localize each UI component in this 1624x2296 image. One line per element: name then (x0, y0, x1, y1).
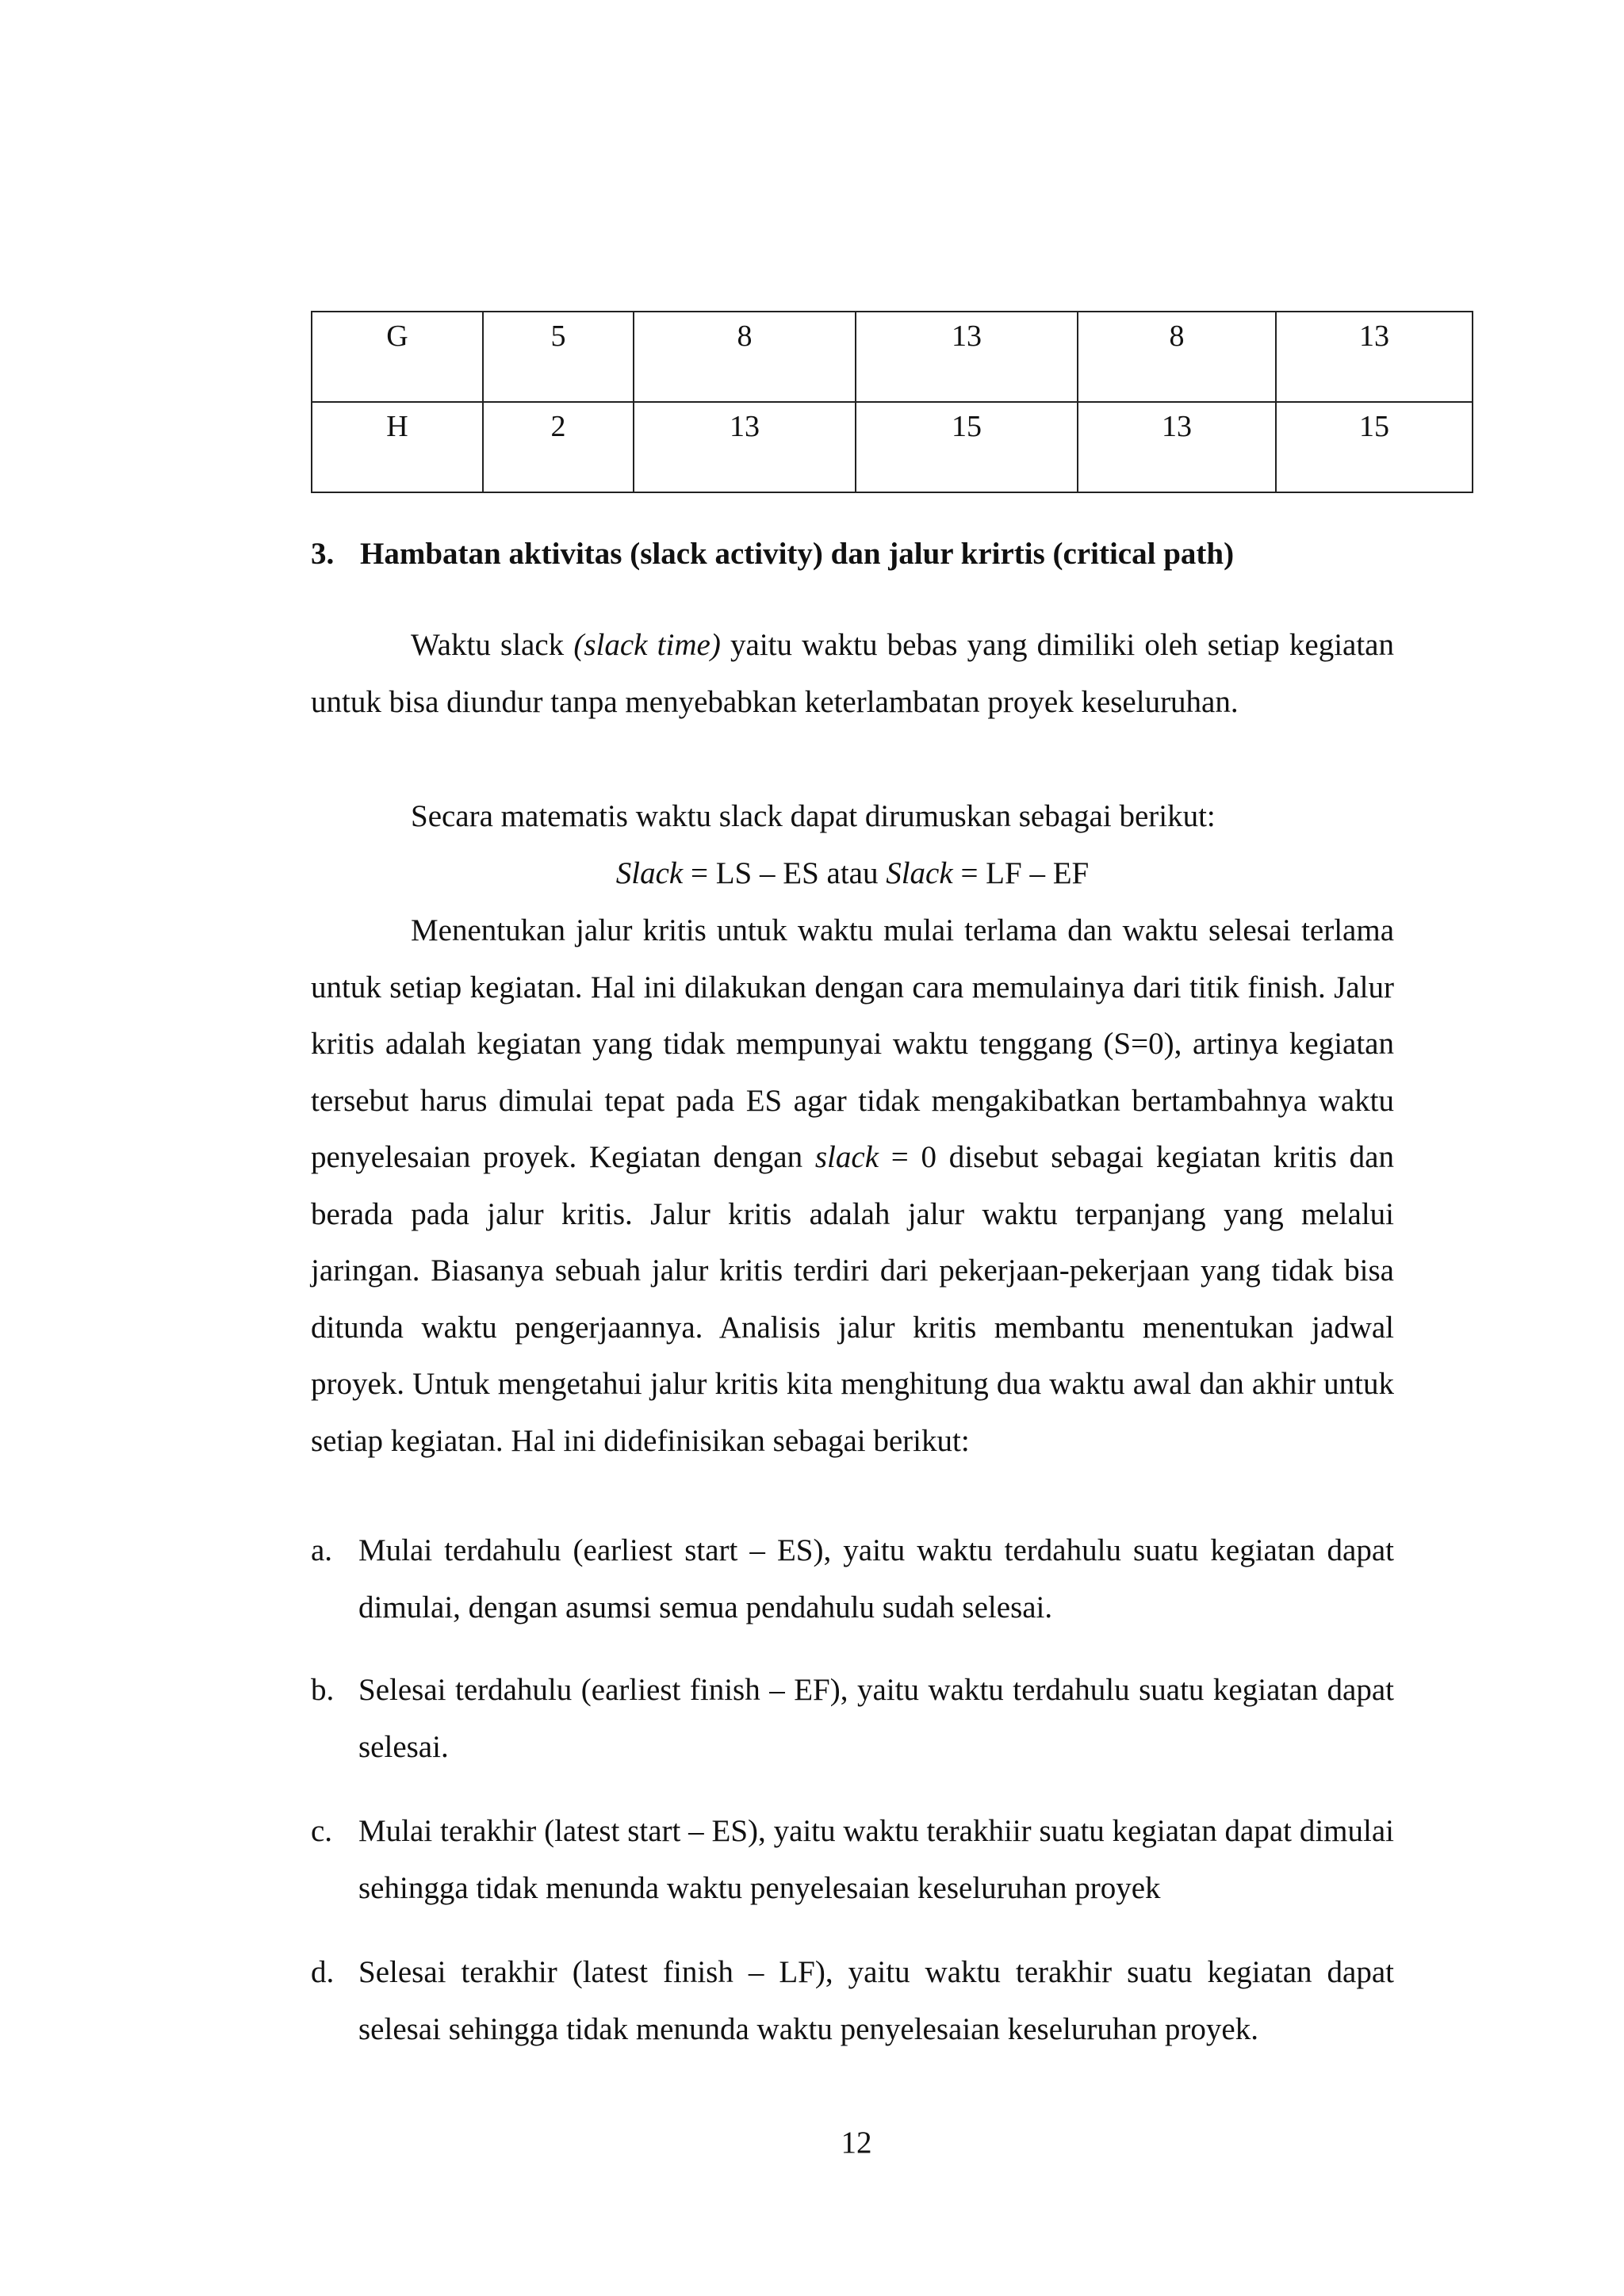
paragraph-slack-definition (311, 617, 1394, 730)
list-item (311, 1522, 1394, 1636)
table-cell: 8 (1078, 312, 1276, 402)
table-cell: 15 (856, 402, 1078, 492)
section-title: Hambatan aktivitas (slack activity) dan jalur krirtis (critical path) (360, 537, 1235, 571)
table-cell: 13 (1276, 312, 1473, 402)
table-row (312, 402, 1473, 492)
slack-formula (311, 845, 1394, 902)
list-item-text: Selesai terakhir (latest finish – LF), yaitu waktu terakhir suatu kegiatan dapat selesai sehingga tidak menunda waktu penyelesaian keseluruhan proyek. (358, 1955, 1394, 2046)
list-item-text: Mulai terdahulu (earliest start – ES), yaitu waktu terdahulu suatu kegiatan dapat dimulai, dengan asumsi semua pendahulu sudah selesai. (358, 1533, 1394, 1624)
table-cell: H (312, 402, 483, 492)
formula-term: Slack (886, 856, 953, 890)
list-marker: b. (311, 1673, 335, 1707)
table-cell: 13 (856, 312, 1078, 402)
paragraph-text: = 0 disebut sebagai kegiatan kritis dan berada pada jalur kritis. Jalur kritis adalah jalur waktu terpanjang yang melalui jaringan. Biasanya sebuah jalur kritis terdiri dari pekerjaan-pekerjaan yang tidak bisa ditunda waktu pengerjaannya. Analisis jalur kritis membantu menentukan jadwal proyek. Untuk mengetahui jalur kritis kita menghitung dua waktu awal dan akhir untuk setiap kegiatan. Hal ini didefinisikan sebagai berikut: (311, 1140, 1394, 1458)
table-cell: 13 (1078, 402, 1276, 492)
table-row (312, 312, 1473, 402)
section-heading (311, 536, 1234, 572)
section-number: 3. (311, 537, 335, 571)
paragraph-text: Menentukan jalur kritis untuk waktu mulai terlama dan waktu selesai terlama untuk setiap kegiatan. Hal ini dilakukan dengan cara memulainya dari titik finish. Jalur kritis adalah kegiatan yang tidak mempunyai waktu tenggang (S=0), artinya kegiatan tersebut harus dimulai tepat pada ES agar tidak mengakibatkan bertambahnya waktu penyelesaian proyek. Kegiatan dengan (311, 913, 1394, 1174)
list-marker: a. (311, 1533, 333, 1567)
list-marker: c. (311, 1814, 333, 1848)
table-cell: 13 (634, 402, 856, 492)
page-number: 12 (841, 2126, 872, 2160)
list-marker: d. (311, 1955, 335, 1989)
table-cell: 15 (1276, 402, 1473, 492)
list-item-text: Mulai terakhir (latest start – ES), yaitu waktu terakhiir suatu kegiatan dapat dimulai sehingga tidak menunda waktu penyelesaian keseluruhan proyek (358, 1814, 1394, 1905)
table-cell: G (312, 312, 483, 402)
table-cell: 5 (483, 312, 634, 402)
paragraph-text: Waktu slack (411, 628, 574, 662)
formula-text: = LF – EF (952, 856, 1090, 890)
paragraph-text: yaitu waktu bebas yang dimiliki oleh setiap kegiatan untuk bisa diundur tanpa menyebabkan keterlambatan proyek keseluruhan. (311, 628, 1394, 719)
list-item (311, 1803, 1394, 1916)
list-item (311, 1944, 1394, 2057)
table-cell: 8 (634, 312, 856, 402)
paragraph-italic-term: (slack time) (573, 628, 721, 662)
formula-term: Slack (615, 856, 684, 890)
paragraph-italic-term: slack (814, 1140, 879, 1174)
list-item (311, 1662, 1394, 1775)
activity-table (311, 311, 1473, 493)
list-item-text: Selesai terdahulu (earliest finish – EF), yaitu waktu terdahulu suatu kegiatan dapat selesai. (358, 1673, 1394, 1764)
paragraph-critical-path (311, 902, 1394, 1469)
formula-text: = LS – ES atau (683, 856, 887, 890)
table-cell: 2 (483, 402, 634, 492)
paragraph-formula-intro: Secara matematis waktu slack dapat dirumuskan sebagai berikut: (411, 799, 1216, 833)
